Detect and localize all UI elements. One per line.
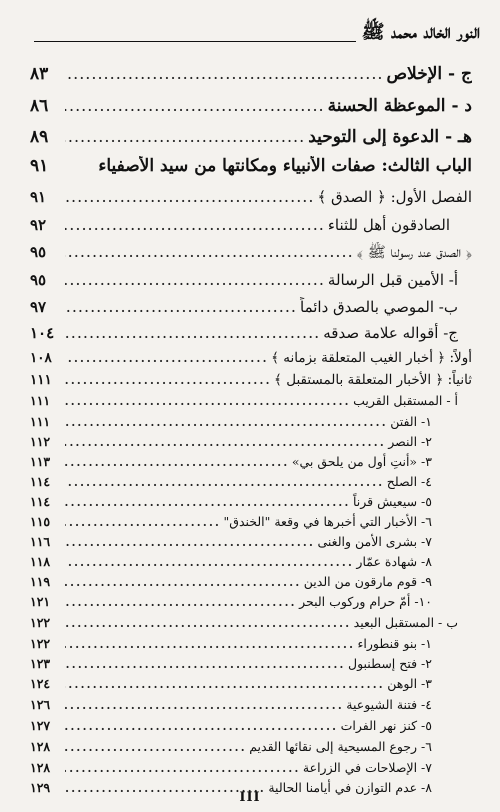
toc-entry-label: ١- الفتن [390,414,432,429]
toc-leader-dots [65,242,354,261]
toc-entry-page: ١٢٣ [30,656,51,671]
toc-entry-page: ١١٩ [30,574,51,589]
toc-entry-label: ٨- شهادة عمّار [356,554,432,569]
toc-entry [30,431,472,450]
toc-leader-dots [65,491,350,510]
toc-entry-page: ١٢٢ [30,615,51,630]
toc-entry [30,411,472,430]
toc-entry [30,96,472,116]
toc-entry-page: ١٢١ [30,594,51,609]
toc-leader-dots [65,270,325,289]
toc-entry-page: ١١٤ [30,474,51,489]
toc-entry-label: ٢- فتح إسطنبول [348,656,432,671]
toc-entry-label: د - الموعظة الحسنة [327,96,472,116]
toc-leader-dots [65,297,297,316]
toc-entry [30,612,472,631]
toc-entry-page: ١١٦ [30,534,51,549]
toc-entry-label: أ - المستقبل القريب [353,393,458,408]
toc-leader-dots [65,673,384,692]
toc-entry [30,531,472,550]
toc-entry-page: ١٢٨ [30,760,51,775]
toc-entry-page: ٩٢ [30,216,47,234]
page-number: III [239,790,261,805]
toc-entry [30,511,472,530]
toc-entry-page: ١١١ [30,372,52,388]
toc-leader-dots [65,757,300,776]
toc-entry [30,242,472,265]
toc-entry-page: ١٢٢ [30,636,51,651]
toc-entry-label: ٥- كنز نهر الفرات [340,718,432,733]
toc-leader-dots [65,531,314,550]
toc-entry [30,715,472,734]
toc-leader-dots [65,64,384,83]
toc-leader-dots [65,551,353,570]
toc-entry-page: ٩٥ [30,271,47,289]
toc-entry-label: ٦- رجوع المسيحية إلى نقائها القديم [249,739,432,754]
toc-entry-label: ج - الإخلاص [386,64,472,84]
toc-entry [30,297,472,316]
toc-entry [30,127,472,147]
toc-entry [30,215,472,234]
toc-entry [30,653,472,672]
toc-entry-page: ١٢٨ [30,739,51,754]
toc-entry [30,736,472,755]
toc-entry-label: ٨- عدم التوازن في أيامنا الحالية [268,780,432,795]
toc-leader-dots [65,612,351,631]
toc-entry-label: ب - المستقبل البعيد [353,615,458,630]
toc-entry-label: ثانياً: ﴿ الأخبار المتعلقة بالمستقبل ﴾ [274,372,472,388]
toc-entry-page: ١١٥ [30,514,51,529]
toc-leader-dots [65,571,301,590]
toc-leader-dots [65,736,246,755]
toc-entry [30,323,472,342]
toc-entry-page: ١٠٤ [30,324,55,342]
toc-leader-dots [65,347,268,366]
toc-entry-page: ٩٧ [30,298,47,316]
toc-entry [30,551,472,570]
toc-leader-dots [65,431,385,450]
toc-leader-dots [65,715,338,734]
toc-entry [30,451,472,470]
toc-entry-page: ١٢٧ [30,718,51,733]
toc-entry-page: ١٠٨ [30,350,52,366]
toc-entry [30,369,472,388]
toc-entry [30,471,472,490]
toc-leader-dots [65,591,296,610]
toc-leader-dots [65,127,305,146]
toc-entry-page: ٨٣ [30,64,49,84]
toc-entry-label: ٧- بشرى الأمن والغنى [317,534,432,549]
toc-entry-label: أ- الأمين قبل الرسالة [327,271,458,289]
toc-entry-page: ١١١ [30,393,51,408]
toc-entry-label: ٤- الصلح [386,474,432,489]
toc-entry-page: ١١٢ [30,434,51,449]
toc-entry [30,633,472,652]
toc-leader-dots [65,511,221,530]
toc-entry [30,694,472,713]
toc-entry [30,591,472,610]
toc-entry-page: ٩٥ [30,243,47,261]
toc-entry-page: ١٢٤ [30,676,51,691]
toc-entry [30,156,472,176]
toc-entry-label: ٥- سيعيش قرناً [352,494,432,509]
running-header [34,14,480,48]
toc-entry-label: أولاً: ﴿ أخبار الغيب المتعلقة بزمانه ﴾ [271,350,472,366]
toc-entry [30,390,472,409]
toc-entry-page: ١١٨ [30,554,51,569]
toc-entry-label: الفصل الأول: ﴿ الصدق ﴾ [317,188,472,206]
toc-entry-label: ١٠- أمّ حرام وركوب البحر [299,594,432,609]
toc-leader-dots [65,633,355,652]
toc-entry [30,64,472,84]
toc-entry-label: الصادقون أهل للثناء [327,216,450,234]
toc-entry [30,347,472,366]
toc-entry-label: ﴿ الصدق عند رسولنا ﷺ ﴾ [356,243,472,261]
toc-entry-label: ١- بنو قنطوراء [357,636,432,651]
toc-entry-page: ٩١ [30,188,47,206]
toc-entry-page: ١٢٦ [30,697,51,712]
toc-entry-label: ب- الموصي بالصدق دائماً [300,298,458,316]
toc-entry-page: ٩١ [30,156,49,176]
toc-entry [30,187,472,206]
toc-entry-label: ٢- النصر [388,434,432,449]
toc-leader-dots [65,694,343,713]
toc-leader-dots [65,187,314,206]
toc-entry [30,673,472,692]
toc-entry-label: هـ - الدعوة إلى التوحيد [308,127,472,147]
toc-entry-label: ٣- الوهن [387,676,432,691]
toc-entry-page: ١١٤ [30,494,51,509]
header-rule [34,41,356,42]
toc-leader-dots [65,451,289,470]
toc-entry-label: ٧- الإصلاحات في الزراعة [302,760,432,775]
book-title: النور الخالد محمد ﷺ [361,21,480,43]
toc-entry-page: ٨٦ [30,96,49,116]
toc-entry-label: ٩- قوم مارقون من الدين [303,574,432,589]
toc-entry-label: ٦- الأخبار التي أخبرها في وقعة "الخندق" [223,514,432,529]
toc-entry-page: ١١٣ [30,454,51,469]
toc-leader-dots [65,323,320,342]
toc-entry-label: ٤- فتنة الشيوعية [346,697,432,712]
toc-entry-page: ١٢٩ [30,780,51,795]
toc-leader-dots [65,471,384,490]
toc-leader-dots [65,411,387,430]
toc-leader-dots [65,96,325,115]
toc-leader-dots [65,369,271,388]
toc-entry-label: ٣- «أنتِ أول من يلحق بي» [291,454,432,469]
toc-entry [30,270,472,289]
toc-leader-dots [65,653,345,672]
toc-entry-page: ١١١ [30,414,51,429]
toc-entry-label: الباب الثالث: صفات الأنبياء ومكانتها من سيد الأصفياء [98,156,472,176]
toc-entry-label: ج- أقواله علامة صدقه [323,324,458,342]
toc-entry [30,571,472,590]
toc-leader-dots [65,215,325,234]
toc-entry [30,491,472,510]
toc-entry-page: ٨٩ [30,127,49,147]
toc-entry [30,757,472,776]
toc-leader-dots [65,390,350,409]
